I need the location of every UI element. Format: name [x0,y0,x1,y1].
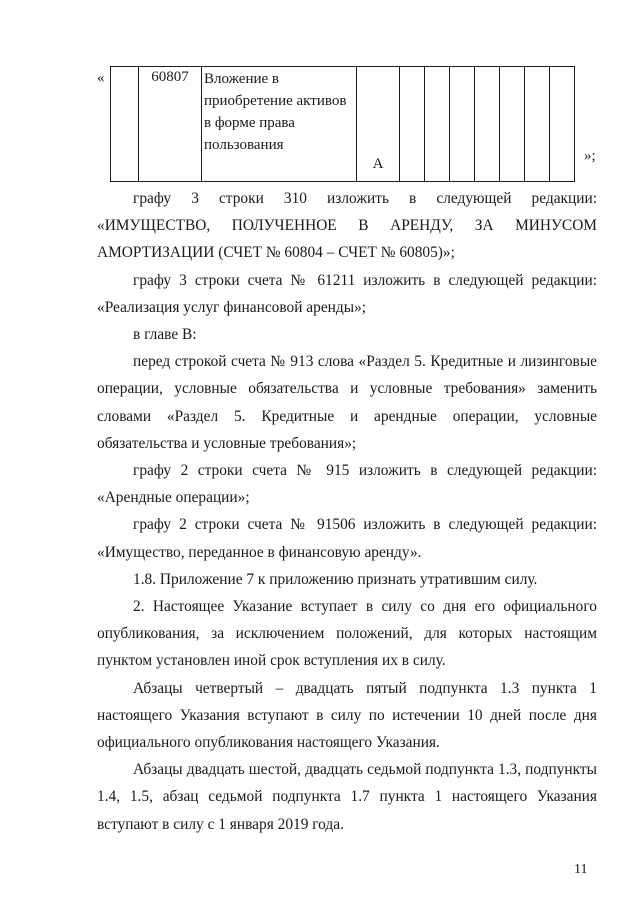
account-name-cell: Вложение в приобретение активов в форме права пользования [202,67,357,182]
paragraph: графу 2 строки счета № 915 изложить в следующей редакции: «Арендные операции»; [97,462,597,507]
paragraph: Абзацы двадцать шестой, двадцать седьмой подпункта 1.3, подпункты 1.4, 1.5, абзац седьмой подпункта 1.7 пункта 1 настоящего Указания вступают в силу с 1 января 2019 года. [97,761,597,833]
document-body [97,185,597,838]
closing-quote: »; [584,148,596,164]
empty-cell [400,67,425,182]
account-number-cell: 60807 [139,67,202,182]
paragraph: в главе В: [133,326,197,344]
empty-cell [500,67,525,182]
empty-cell [425,67,450,182]
account-table [110,66,575,182]
opening-quote: « [97,70,105,86]
page-number: 11 [574,862,588,877]
table-row [111,67,575,182]
paragraph: графу 3 строки 310 изложить в следующей редакции: «ИМУЩЕСТВО, ПОЛУЧЕННОЕ В АРЕНДУ, ЗА МИНУСОМ АМОРТИЗАЦИИ (СЧЕТ № 60804 – СЧЕТ № 60805)»; [97,190,597,262]
empty-cell [450,67,475,182]
attribute-cell: А [357,67,400,182]
empty-cell [475,67,500,182]
empty-cell [111,67,139,182]
empty-cell [550,67,575,182]
paragraph: Абзацы четвертый – двадцать пятый подпункта 1.3 пункта 1 настоящего Указания вступают в силу по истечении 10 дней после дня официального опубликования настоящего Указания. [97,679,597,752]
empty-cell [525,67,550,182]
paragraph: графу 2 строки счета № 91506 изложить в следующей редакции: «Имущество, переданное в финансовую аренду». [97,516,597,561]
paragraph: перед строкой счета № 913 слова «Раздел 5. Кредитные и лизинговые операции, условные обязательства и условные требования» заменить словами «Раздел 5. Кредитные и арендные операции, условные обязательства и условные требования»; [97,353,597,452]
paragraph: 1.8. Приложение 7 к приложению признать утратившим силу. [133,570,538,588]
paragraph: 2. Настоящее Указание вступает в силу со дня его официального опубликования, за исключением положений, для которых настоящим пунктом установлен иной срок вступления их в силу. [97,598,597,670]
paragraph: графу 3 строки счета № 61211 изложить в следующей редакции: «Реализация услуг финансовой аренды»; [97,271,597,316]
